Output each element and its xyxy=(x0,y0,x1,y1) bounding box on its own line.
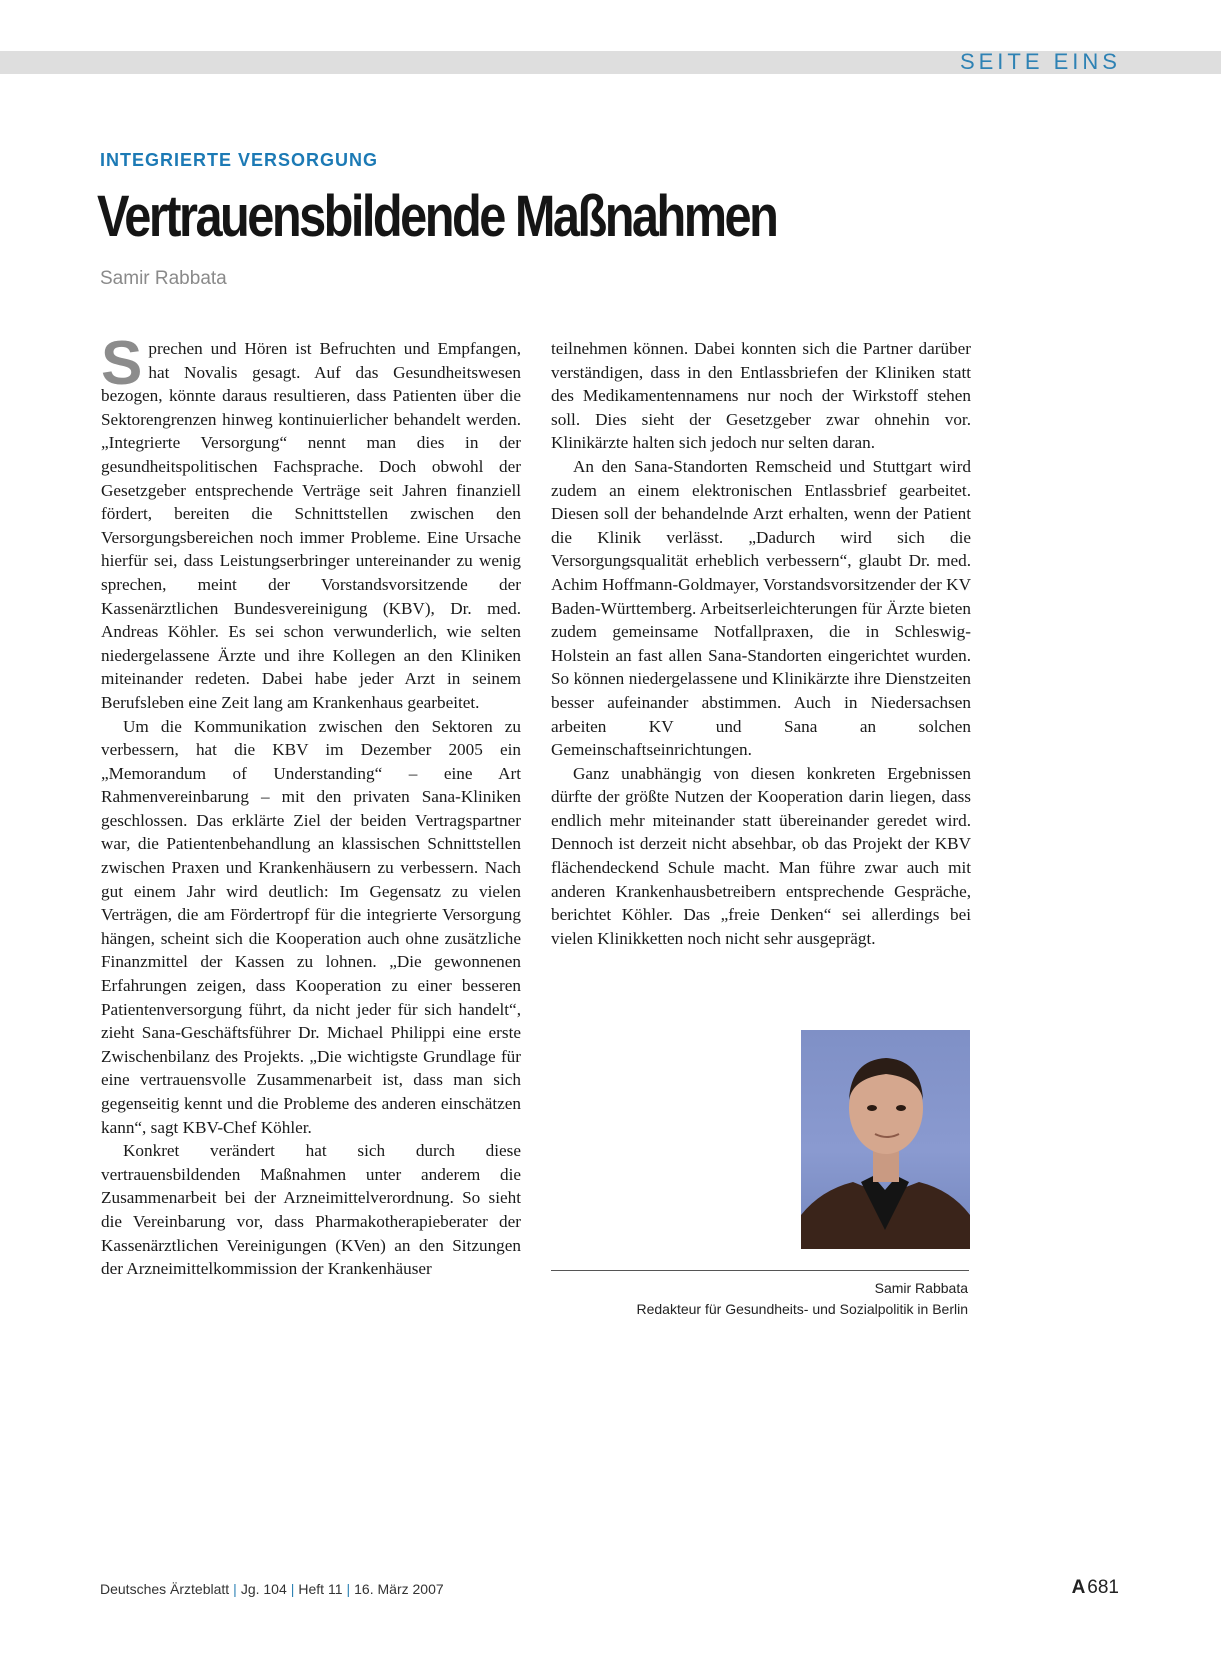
journal-issue: Heft 11 xyxy=(298,1581,343,1597)
drop-cap: S xyxy=(101,329,143,398)
caption-name: Samir Rabbata xyxy=(874,1280,968,1296)
article-title: Vertrauensbildende Maßnahmen xyxy=(97,184,777,249)
page-prefix: A xyxy=(1071,1577,1086,1598)
paragraph: An den Sana-Standorten Remscheid und Stuttgart wird zudem an einem elektronischen Entlassbrief gearbeitet. Diesen soll der behandelnde Arzt erhalten, wenn der Patient die Klinik verlässt. „Dadurch wird sich die Versorgungsqualität erheblich verbessern“, glaubt Dr. med. Achim Hoffmann-Goldmayer, Vorstandsvorsitzender der KV Baden-Württemberg. Arbeitserleichterungen für Ärzte bieten zudem gemeinsame Notfallpraxen, die in Schleswig-Holstein an fast allen Sana-Standorten eingerichtet wurden. So können niedergelassene und Klinikärzte ihre Dienstzeiten besser aufeinander abstimmen. Auch in Niedersachsen arbeiten KV und Sana an solchen Gemeinschaftseinrichtungen. xyxy=(551,456,971,760)
article-column-1 xyxy=(101,329,521,1281)
footer-separator: | xyxy=(233,1581,237,1597)
journal-name: Deutsches Ärzteblatt xyxy=(100,1581,230,1597)
journal-date: 16. März 2007 xyxy=(354,1581,444,1597)
page-number xyxy=(1072,1577,1119,1599)
page-number-value: 681 xyxy=(1087,1577,1119,1598)
section-label: SEITE EINS xyxy=(959,49,1121,74)
article-column-2 xyxy=(551,337,971,950)
author-photo xyxy=(801,1030,970,1249)
caption-role: Redakteur für Gesundheits- und Sozialpolitik in Berlin xyxy=(636,1301,968,1317)
journal-volume: Jg. 104 xyxy=(240,1581,287,1597)
photo-caption xyxy=(636,1278,968,1320)
paragraph: Konkret verändert hat sich durch diese vertrauensbildenden Maßnahmen unter anderem die Zusammenarbeit bei der Arzneimittelverordnung. So sieht die Vereinbarung vor, dass Pharmakotherapieberater der Kassenärztlichen Vereinigungen (KVen) an den Sitzungen der Arzneimittelkommission der Krankenhäuser xyxy=(101,1141,521,1279)
paragraph: Um die Kommunikation zwischen den Sektoren zu verbessern, hat die KBV im Dezember 2005 ein „Memorandum of Understanding“ – eine Art Rahmenvereinbarung – mit den privaten Sana-Kliniken geschlossen. Das erklärte Ziel der beiden Vertragspartner war, die Patientenbehandlung an klassischen Schnittstellen zwischen Praxen und Krankenhäusern zu verbessern. Nach gut einem Jahr wird deutlich: Im Gegensatz zu vielen Verträgen, die am Fördertropf für die integrierte Versorgung hängen, scheint sich die Kooperation auch ohne zusätzliche Finanzmittel der Kassen zu lohnen. „Die gewonnenen Erfahrungen zeigen, dass Kooperation zu einer besseren Patientenversorgung führt, da nicht jeder für sich handelt“, zieht Sana-Geschäftsführer Dr. Michael Philippi eine erste Zwischenbilanz des Projekts. „Die wichtigste Grundlage für eine vertrauensvolle Zusammenarbeit ist, dass man sich gegenseitig kennt und die Probleme des anderen einschätzen kann“, sagt KBV-Chef Köhler. xyxy=(101,716,521,1137)
article-rubric: INTEGRIERTE VERSORGUNG xyxy=(100,150,379,170)
paragraph: Sprechen und Hören ist Befruchten und Empfangen, hat Novalis gesagt. Auf das Gesundheitswesen bezogen, könnte daraus resultieren, dass Patienten über die Sektorengrenzen hinweg kontinuierlicher behandelt werden. „Integrierte Versorgung“ nennt man dies in der gesundheitspolitischen Fachsprache. Doch obwohl der Gesetzgeber entsprechende Verträge seit Jahren finanziell fördert, bereiten die Schnittstellen zwischen den Versorgungsbereichen noch immer Probleme. Eine Ursache hierfür sei, dass Leistungserbringer untereinander zu wenig sprechen, meint der Vorstandsvorsitzende der Kassenärztlichen Bundesvereinigung (KBV), Dr. med. Andreas Köhler. Es sei schon verwunderlich, wie selten niedergelassene Ärzte und ihre Kollegen an den Kliniken miteinander redeten. Dabei habe jeder Arzt in seinem Berufsleben eine Zeit lang am Krankenhaus gearbeitet. xyxy=(101,329,521,712)
paragraph: Ganz unabhängig von diesen konkreten Ergebnissen dürfte der größte Nutzen der Kooperation darin liegen, dass endlich mehr miteinander statt übereinander geredet wird. Dennoch ist derzeit nicht absehbar, ob das Projekt der KBV flächendeckend Schule macht. Man führe zwar auch mit anderen Krankenhausbetreibern entsprechende Gespräche, berichtet Köhler. Das „freie Denken“ sei allerdings bei vielen Klinikketten noch nicht sehr ausgeprägt. xyxy=(551,763,971,948)
paragraph: teilnehmen können. Dabei konnten sich die Partner darüber verständigen, dass in den Entlassbriefen der Kliniken statt des Medikamentennamens nur noch der Wirkstoff stehen soll. Dies sieht der Gesetzgeber zwar ohnehin vor. Klinikärzte halten sich jedoch nur selten daran. xyxy=(551,339,971,453)
footer-citation xyxy=(100,1581,444,1597)
article-author: Samir Rabbata xyxy=(100,268,227,289)
footer-separator: | xyxy=(346,1581,351,1597)
footer-separator: | xyxy=(290,1581,295,1597)
caption-divider xyxy=(551,1270,969,1271)
